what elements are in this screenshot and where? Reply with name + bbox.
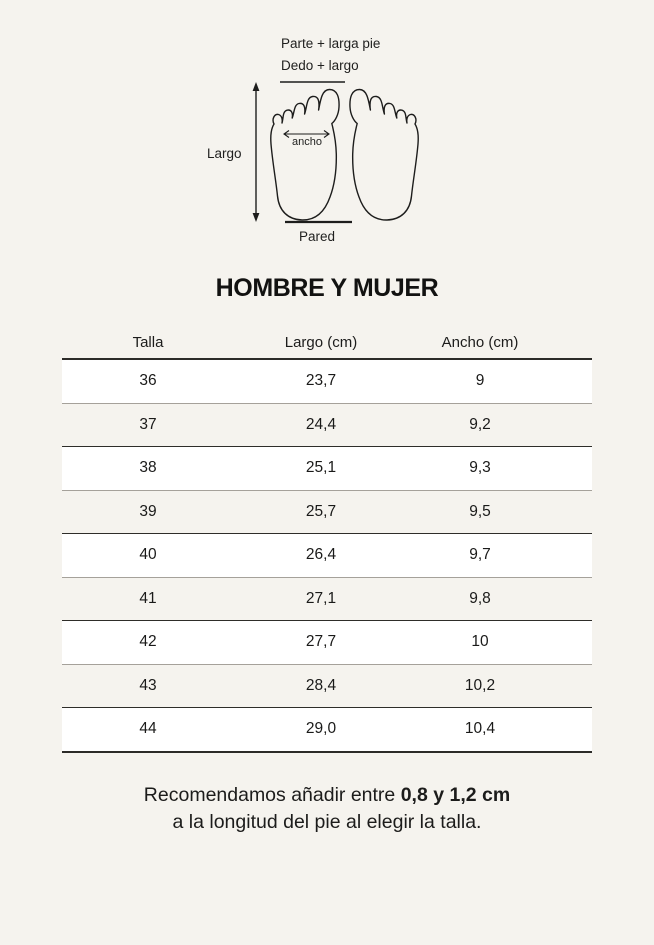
table-cell: 29,0 — [305, 720, 337, 738]
note-text: Recomendamos añadir entre — [143, 784, 401, 806]
table-row — [62, 620, 592, 664]
label-length: Largo — [207, 146, 242, 161]
header-size: Talla — [132, 333, 164, 351]
table-cell: 23,7 — [305, 372, 337, 390]
table-cell: 25,7 — [305, 502, 337, 520]
foot-outline-left — [271, 90, 339, 221]
label-longest-toe: Dedo + largo — [281, 58, 359, 73]
table-row — [62, 446, 592, 490]
table-cell: 9,5 — [469, 502, 491, 520]
recommendation-note — [0, 782, 654, 836]
table-cell: 10,2 — [464, 676, 496, 694]
table-cell: 38 — [139, 459, 157, 477]
table-cell: 36 — [139, 372, 157, 390]
foot-measure-diagram — [0, 0, 654, 260]
table-row — [62, 577, 592, 621]
size-table-body — [62, 358, 592, 753]
table-row — [62, 533, 592, 577]
note-range: 0,8 y 1,2 cm — [400, 784, 511, 806]
table-cell: 37 — [139, 415, 157, 433]
table-cell: 40 — [139, 546, 157, 564]
table-cell: 9 — [475, 372, 485, 390]
table-cell: 26,4 — [305, 546, 337, 564]
size-table — [62, 326, 592, 753]
page-title: HOMBRE Y MUJER — [215, 274, 439, 302]
foot-outline-right — [350, 90, 418, 221]
table-cell: 27,7 — [305, 633, 337, 651]
table-cell: 43 — [139, 676, 157, 694]
table-cell: 10 — [471, 633, 489, 651]
table-cell: 9,2 — [469, 415, 491, 433]
size-table-header — [62, 326, 592, 358]
table-cell: 28,4 — [305, 676, 337, 694]
table-cell: 9,7 — [469, 546, 491, 564]
table-cell: 24,4 — [305, 415, 337, 433]
table-cell: 41 — [139, 589, 157, 607]
table-cell: 9,3 — [469, 459, 491, 477]
table-cell: 27,1 — [305, 589, 337, 607]
label-width: ancho — [292, 136, 322, 148]
note-text-line2: a la longitud del pie al elegir la talla. — [172, 811, 482, 833]
table-row — [62, 664, 592, 708]
table-cell: 42 — [139, 633, 157, 651]
label-heel-wall: Pared — [299, 229, 336, 244]
length-arrow — [253, 82, 260, 222]
header-length: Largo (cm) — [284, 333, 358, 351]
table-cell: 9,8 — [469, 589, 491, 607]
table-row — [62, 360, 592, 403]
table-cell: 44 — [139, 720, 157, 738]
table-row — [62, 707, 592, 751]
table-cell: 10,4 — [464, 720, 496, 738]
header-width: Ancho (cm) — [441, 333, 519, 351]
table-row — [62, 403, 592, 447]
table-cell: 39 — [139, 502, 157, 520]
table-cell: 25,1 — [305, 459, 337, 477]
label-longest-part: Parte + larga pie — [281, 36, 381, 51]
table-row — [62, 490, 592, 534]
